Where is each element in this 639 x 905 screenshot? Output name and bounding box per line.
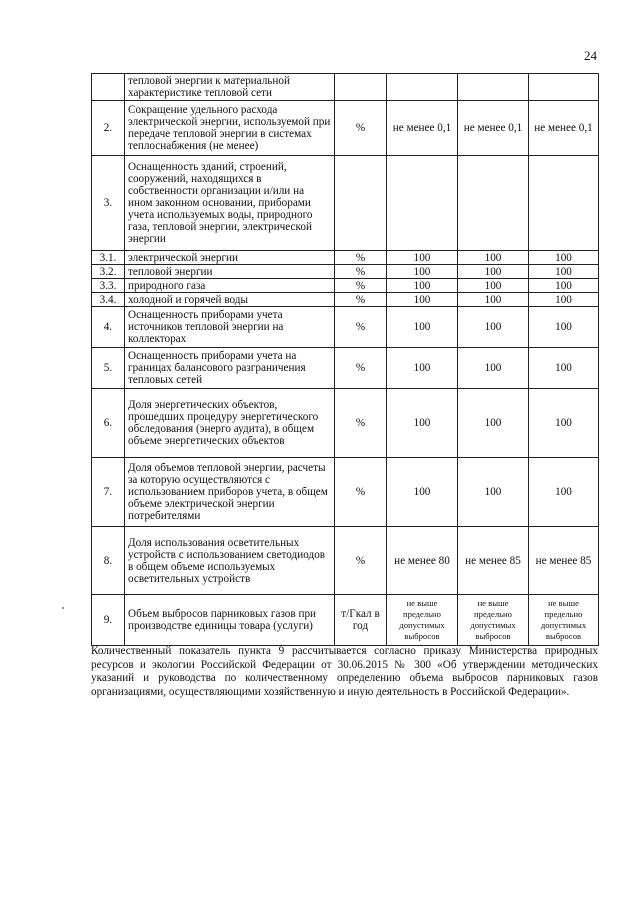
value-cell: 100 [387, 279, 458, 293]
table-row [92, 527, 599, 595]
value-cell: 100 [387, 265, 458, 279]
unit-cell: % [335, 348, 387, 389]
value-cell [387, 156, 458, 251]
indicator-name: Оснащенность зданий, строений, сооружений, находящихся в собственности организации и/или на ином законном основании, приборами учета используемых воды, природного газа, тепловой энергии, электрической энергии [125, 156, 335, 251]
value-cell [529, 74, 599, 101]
row-number: 3.1. [92, 251, 125, 265]
value-cell: 100 [387, 458, 458, 527]
value-cell: не менее 0,1 [529, 101, 599, 156]
row-number: 3. [92, 156, 125, 251]
value-cell: 100 [529, 293, 599, 307]
indicator-name: Доля использования осветительных устройств с использованием светодиодов в общем объеме используемых осветительных устройств [125, 527, 335, 595]
value-cell: 100 [458, 307, 529, 348]
unit-cell: % [335, 101, 387, 156]
value-cell: 100 [529, 389, 599, 458]
row-number: 4. [92, 307, 125, 348]
unit-cell: % [335, 293, 387, 307]
row-number [92, 74, 125, 101]
value-cell: 100 [529, 348, 599, 389]
unit-cell: % [335, 279, 387, 293]
unit-cell: % [335, 265, 387, 279]
unit-cell: т/Гкал в год [335, 595, 387, 646]
indicator-name: Доля объемов тепловой энергии, расчеты за которую осуществляются с использованием приборов учета, в общем объеме электрической энергии потребителями [125, 458, 335, 527]
value-cell: не менее 0,1 [387, 101, 458, 156]
indicator-name: Оснащенность приборами учета источников тепловой энергии на коллекторах [125, 307, 335, 348]
table-row [92, 389, 599, 458]
value-cell: не выше предельно допустимых выбросов [458, 595, 529, 646]
indicator-name: тепловой энергии к материальной характеристике тепловой сети [125, 74, 335, 101]
indicator-name: природного газа [125, 279, 335, 293]
value-cell: не менее 85 [458, 527, 529, 595]
indicator-name: Объем выбросов парниковых газов при производстве единицы товара (услуги) [125, 595, 335, 646]
table-row [92, 348, 599, 389]
table-row [92, 265, 599, 279]
unit-cell: % [335, 307, 387, 348]
value-cell: 100 [529, 458, 599, 527]
indicator-name: электрической энергии [125, 251, 335, 265]
row-number: 8. [92, 527, 125, 595]
table-row [92, 101, 599, 156]
value-cell [387, 74, 458, 101]
row-number: 7. [92, 458, 125, 527]
value-cell [529, 156, 599, 251]
value-cell: 100 [458, 293, 529, 307]
row-number: 3.4. [92, 293, 125, 307]
table-row [92, 293, 599, 307]
unit-cell [335, 156, 387, 251]
indicator-name: холодной и горячей воды [125, 293, 335, 307]
row-number: 9. [92, 595, 125, 646]
value-cell: не выше предельно допустимых выбросов [387, 595, 458, 646]
table-row [92, 279, 599, 293]
unit-cell: % [335, 527, 387, 595]
value-cell: не менее 80 [387, 527, 458, 595]
footnote-text: Количественный показатель пункта 9 рассчитывается согласно приказу Министерства природных ресурсов и экологии Российской Федерации от 30.06.2015 № 300 «Об утверждении методических указаний и руководства по количественному определению объема выбросов парниковых газов организациями, осуществляющими хозяйственную и иную деятельность в Российской Федерации». [91, 645, 598, 698]
value-cell: 100 [529, 279, 599, 293]
value-cell: 100 [458, 251, 529, 265]
value-cell: 100 [387, 251, 458, 265]
footnote [91, 645, 598, 699]
unit-cell [335, 74, 387, 101]
value-cell: 100 [458, 265, 529, 279]
value-cell: 100 [458, 348, 529, 389]
value-cell: не менее 0,1 [458, 101, 529, 156]
value-cell: 100 [387, 348, 458, 389]
table-row [92, 156, 599, 251]
value-cell: 100 [387, 293, 458, 307]
value-cell: 100 [458, 458, 529, 527]
value-cell: 100 [529, 251, 599, 265]
table-row [92, 595, 599, 646]
value-cell: 100 [529, 265, 599, 279]
table-row [92, 307, 599, 348]
value-cell: не выше предельно допустимых выбросов [529, 595, 599, 646]
table-row [92, 74, 599, 101]
indicator-name: Сокращение удельного расхода электрической энергии, используемой при передаче тепловой энергии в системах теплоснабжения (не менее) [125, 101, 335, 156]
value-cell [458, 74, 529, 101]
table-row [92, 458, 599, 527]
row-number: 6. [92, 389, 125, 458]
scan-speck [62, 607, 64, 609]
value-cell: 100 [387, 307, 458, 348]
value-cell: 100 [387, 389, 458, 458]
value-cell: не менее 85 [529, 527, 599, 595]
table-row [92, 251, 599, 265]
row-number: 3.3. [92, 279, 125, 293]
unit-cell: % [335, 251, 387, 265]
page-number: 24 [584, 48, 597, 63]
indicator-name: Оснащенность приборами учета на границах балансового разграничения тепловых сетей [125, 348, 335, 389]
row-number: 3.2. [92, 265, 125, 279]
indicator-name: Доля энергетических объектов, прошедших процедуру энергетического обследования (энерго аудита), в общем объеме энергетических объектов [125, 389, 335, 458]
indicators-table [91, 73, 599, 646]
value-cell: 100 [529, 307, 599, 348]
unit-cell: % [335, 389, 387, 458]
row-number: 2. [92, 101, 125, 156]
value-cell: 100 [458, 279, 529, 293]
unit-cell: % [335, 458, 387, 527]
value-cell [458, 156, 529, 251]
row-number: 5. [92, 348, 125, 389]
indicator-name: тепловой энергии [125, 265, 335, 279]
value-cell: 100 [458, 389, 529, 458]
